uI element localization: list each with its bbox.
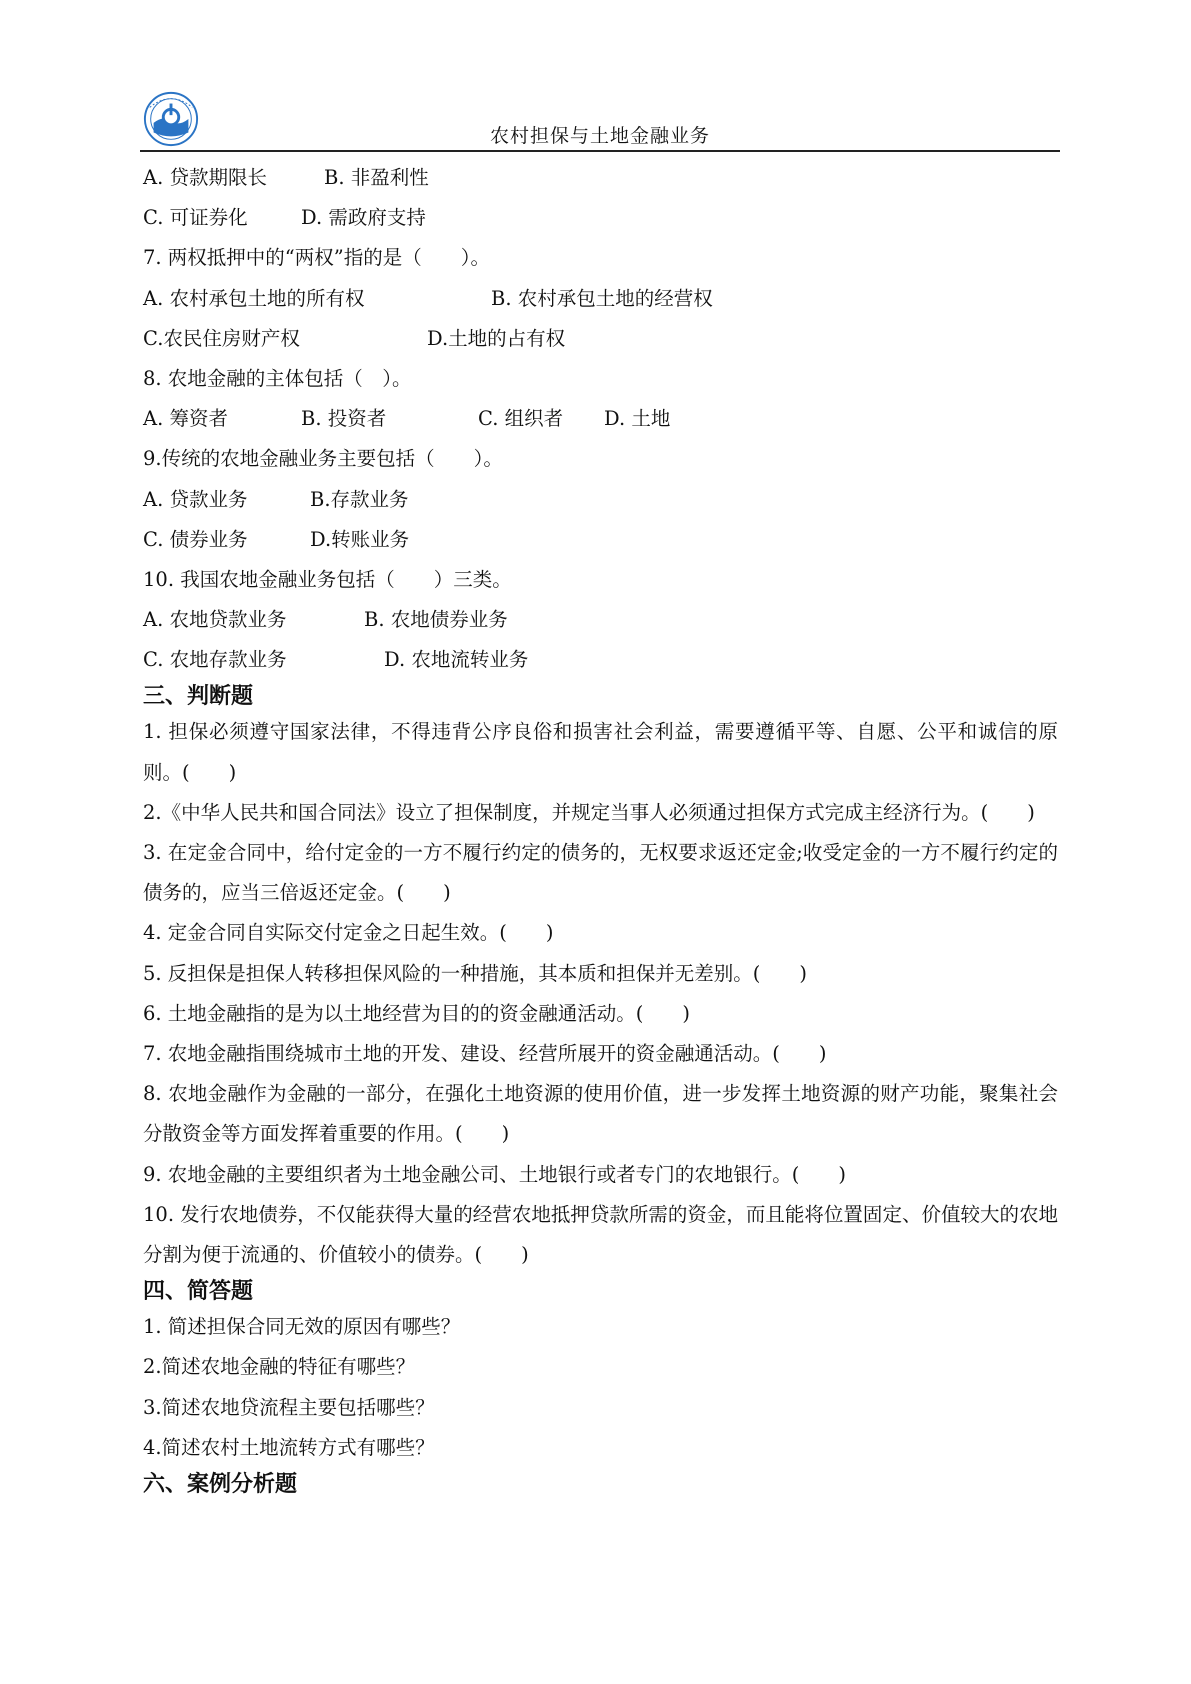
options-row (143, 640, 1058, 680)
question-text: 10. 我国农地金融业务包括（ ）三类。 (143, 567, 512, 591)
section-heading: 三、判断题 (143, 683, 254, 710)
judgment-item: 6. 土地金融指的是为以土地经营为目的的资金融通活动。( ) (143, 1001, 691, 1025)
option-text: A. 贷款期限长 (143, 166, 267, 189)
short-answer-item: 4.简述农村土地流转方式有哪些？ (143, 1435, 435, 1459)
options-row (143, 480, 1058, 520)
options-row (143, 399, 1058, 439)
options-row (143, 279, 1058, 319)
options-row (143, 198, 1058, 238)
option-text: A. 农地贷款业务 (143, 608, 287, 632)
option-text: A. 农村承包土地的所有权 (143, 286, 365, 310)
option-text: C.农民住房财产权 (143, 326, 300, 350)
question-text: 9.传统的农地金融业务主要包括（ ）。 (143, 447, 503, 471)
judgment-item: 3. 在定金合同中，给付定金的一方不履行约定的债务的，无权要求返还定金;收受定金的一方不履行约定的债务的，应当三倍返还定金。( ) (143, 841, 1058, 905)
option-text: D.转账业务 (310, 527, 410, 551)
option-text: D.土地的占有权 (427, 326, 566, 350)
option-text: A. 贷款业务 (143, 487, 248, 511)
option-text: C. 债券业务 (143, 527, 248, 551)
judgment-item: 5. 反担保是担保人转移担保风险的一种措施，其本质和担保并无差别。( ) (143, 961, 808, 985)
option-text: D. 需政府支持 (301, 206, 426, 230)
judgment-item: 8. 农地金融作为金融的一部分，在强化土地资源的使用价值，进一步发挥土地资源的财产功能，聚集社会分散资金等方面发挥着重要的作用。( ) (143, 1082, 1058, 1146)
section-heading: 六、案例分析题 (143, 1471, 298, 1498)
options-row (143, 520, 1058, 560)
judgment-item: 2.《中华人民共和国合同法》设立了担保制度，并规定当事人必须通过担保方式完成主经济行为。( ) (143, 800, 1035, 824)
judgment-item: 10. 发行农地债券，不仅能获得大量的经营农地抵押贷款所需的资金，而且能将位置固定、价值较大的农地分割为便于流通的、价值较小的债券。( ) (143, 1202, 1058, 1267)
option-text: C. 可证券化 (143, 206, 248, 230)
header-title: 农村担保与土地金融业务 (489, 125, 710, 147)
judgment-item: 7. 农地金融指围绕城市土地的开发、建设、经营所展开的资金融通活动。( ) (143, 1042, 827, 1066)
options-row (143, 600, 1058, 640)
option-text: B. 农地债券业务 (364, 608, 508, 632)
judgment-item: 9. 农地金融的主要组织者为土地金融公司、土地银行或者专门的农地银行。( ) (143, 1162, 847, 1186)
question-text: 7. 两权抵押中的“两权”指的是（ ）。 (143, 246, 490, 270)
judgment-item: 4. 定金合同自实际交付定金之日起生效。( ) (143, 921, 554, 945)
option-text: D. 农地流转业务 (384, 648, 529, 672)
option-text: C. 组织者 (478, 407, 564, 431)
section-heading: 四、简答题 (143, 1278, 254, 1305)
judgment-item: 1. 担保必须遵守国家法律，不得违背公序良俗和损害社会利益，需要遵循平等、自愿、公平和诚信的原则。( ) (143, 720, 1058, 784)
options-row (143, 158, 1058, 198)
option-text: C. 农地存款业务 (143, 648, 287, 672)
header-rule (140, 150, 1060, 152)
short-answer-item: 2.简述农地金融的特征有哪些？ (143, 1355, 416, 1379)
options-row (143, 319, 1058, 359)
option-text: D. 土地 (604, 407, 671, 431)
option-text: B. 非盈利性 (324, 166, 429, 189)
option-text: A. 筹资者 (143, 407, 228, 431)
short-answer-item: 3.简述农地贷流程主要包括哪些？ (143, 1395, 435, 1419)
option-text: B. 投资者 (301, 407, 387, 431)
option-text: B. 农村承包土地的经营权 (491, 286, 713, 310)
question-text: 8. 农地金融的主体包括（ ）。 (143, 366, 412, 390)
short-answer-item: 1. 简述担保合同无效的原因有哪些？ (143, 1315, 461, 1339)
document-content (143, 158, 1058, 1500)
option-text: B.存款业务 (310, 487, 409, 511)
